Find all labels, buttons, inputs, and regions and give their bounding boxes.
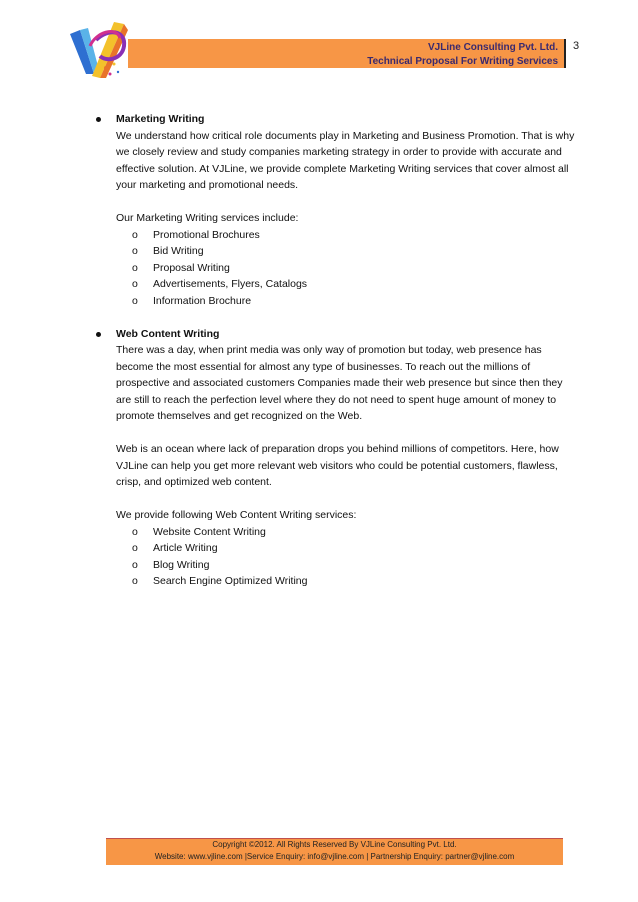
list-marker: o: [132, 558, 138, 571]
section-paragraph: Web is an ocean where lack of preparation drops you behind millions of competitors. Here, how VJLine can help you get more relevant web visitors who could be potential customers, flawless, crisp, and optimized web content.: [116, 443, 559, 488]
header-bar: [128, 39, 566, 68]
list-marker: o: [132, 542, 138, 554]
page-number: 3: [573, 40, 580, 52]
list-item: o Website Content Writing: [132, 524, 576, 541]
list-intro: Our Marketing Writing services include:: [116, 212, 299, 224]
list-item: o Search Engine Optimized Writing: [132, 573, 576, 590]
section-web-content-writing: [96, 326, 576, 590]
section-title: Marketing Writing: [116, 113, 205, 125]
list-item: o Proposal Writing: [132, 260, 576, 277]
list-item: o Information Brochure: [132, 293, 576, 310]
vjline-logo-icon: [66, 16, 132, 82]
section-title: Web Content Writing: [116, 327, 220, 340]
list-marker: o: [132, 245, 138, 257]
list-marker: o: [132, 278, 138, 290]
list-item: o Article Writing: [132, 540, 576, 557]
list-marker: o: [132, 228, 138, 241]
list-item: o Advertisements, Flyers, Catalogs: [132, 276, 576, 293]
section-paragraph: We understand how critical role documents play in Marketing and Business Promotion. That is why we closely review and study companies marketing strategy in order to provide with accurate and effective solution. At VJLine, we provide complete Marketing Writing services that cover almost all your marketing and promotional needs.: [116, 129, 575, 191]
service-list: [116, 227, 576, 310]
header-company: VJLine Consulting Pvt. Ltd.: [428, 42, 558, 53]
list-marker: o: [132, 294, 138, 307]
section-paragraph: There was a day, when print media was only way of promotion but today, web presence has become the most essential for almost any type of businesses. To reach out the millions of prospective and associated customers Companies made their web presence but since then they are still to reach the perfection level where they do not need to spent huge amount of money to promote themselves and get recognized on the Web.: [116, 344, 563, 422]
footer-copyright: Copyright ©2012. All Rights Reserved By VJLine Consulting Pvt. Ltd.: [212, 840, 457, 849]
list-marker: o: [132, 525, 138, 538]
footer-bar: [106, 838, 563, 865]
list-marker: o: [132, 575, 138, 587]
bullet-dot-icon: [96, 332, 101, 337]
service-list: [116, 524, 576, 590]
list-item: o Bid Writing: [132, 243, 576, 260]
section-marketing-writing: [96, 111, 576, 309]
bullet-dot-icon: [96, 117, 101, 122]
header-document-title: Technical Proposal For Writing Services: [367, 56, 558, 67]
list-marker: o: [132, 261, 138, 274]
header-text: [367, 41, 558, 69]
footer-contact: Website: www.vjline.com |Service Enquiry: info@vjline.com | Partnership Enquiry: partner@vjline.com: [154, 852, 515, 861]
document-body: [96, 111, 576, 590]
list-intro: We provide following Web Content Writing services:: [116, 509, 357, 521]
list-item: o Blog Writing: [132, 557, 576, 574]
list-item: o Promotional Brochures: [132, 227, 576, 244]
